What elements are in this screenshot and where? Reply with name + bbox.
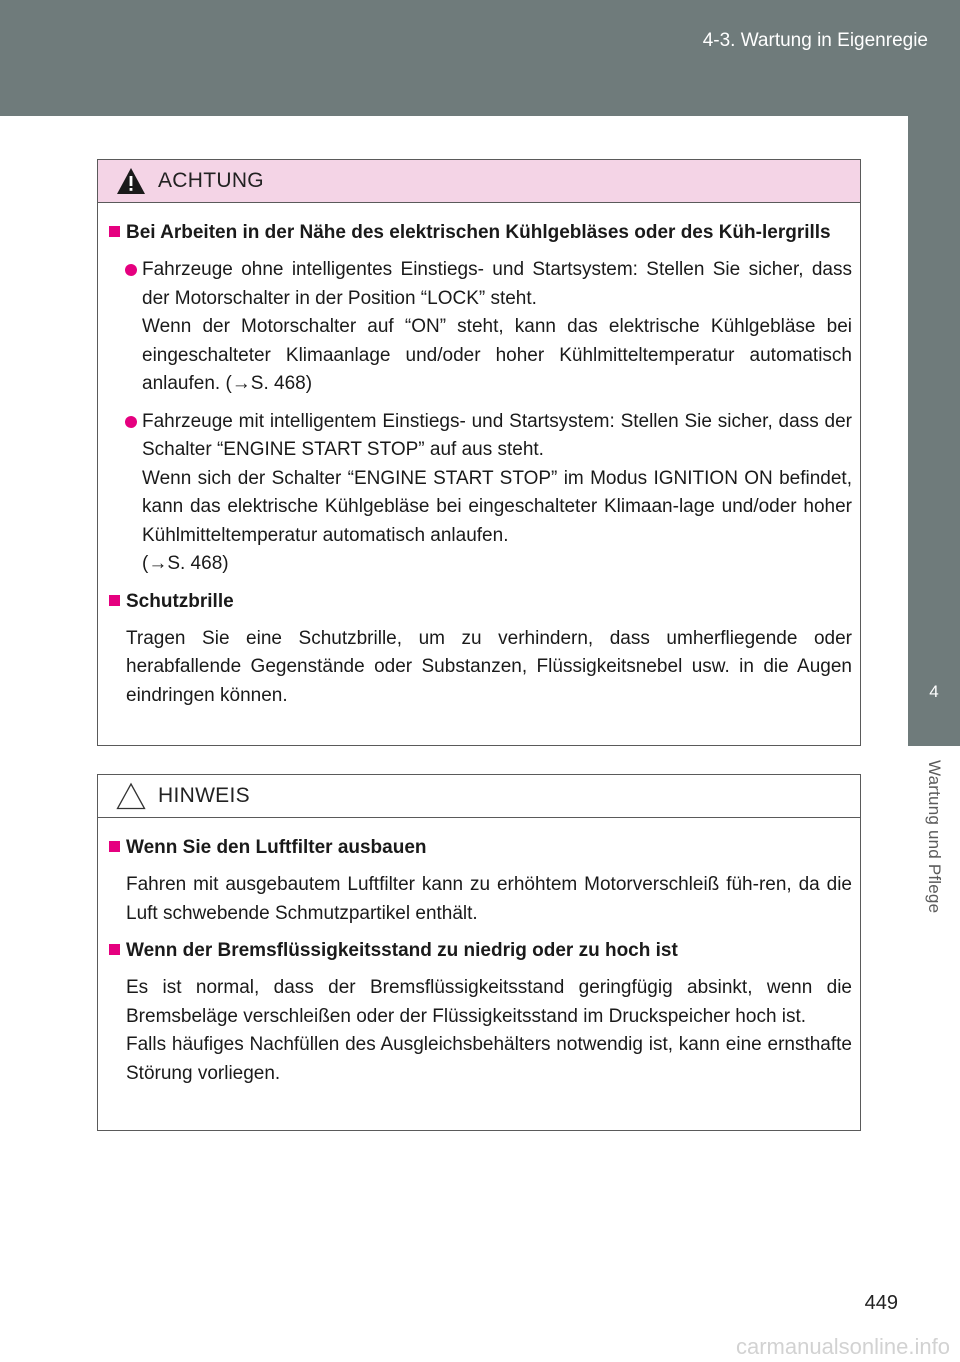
bullet-text: (→S. 468) xyxy=(142,553,229,574)
notice-triangle-icon xyxy=(116,782,146,810)
bullet-item xyxy=(108,408,852,579)
chapter-tab xyxy=(908,116,960,746)
bullet-item xyxy=(108,256,852,399)
notice-box xyxy=(97,774,861,1131)
notice-header xyxy=(98,775,860,818)
paragraph-text: Es ist normal, dass der Bremsflüssigkeitsstand geringfügig absinkt, wenn die Bremsbeläge verschleißen oder der Flüssigkeitsstand im Druckspeicher hoch ist. xyxy=(126,977,852,1027)
page-header xyxy=(0,0,960,116)
watermark: carmanualsonline.info xyxy=(735,1334,950,1359)
paragraph: Fahren mit ausgebautem Luftfilter kann zu erhöhtem Motorverschleiß füh-ren, da die Luft schwebende Schmutzpartikel enthält. xyxy=(126,874,852,924)
warning-title: ACHTUNG xyxy=(158,169,264,192)
warning-triangle-icon xyxy=(116,167,146,195)
section-heading: Wenn der Bremsflüssigkeitsstand zu niedrig oder zu hoch ist xyxy=(108,937,852,964)
paragraph-text: Falls häufiges Nachfüllen des Ausgleichsbehälters notwendig ist, kann eine ernsthafte Störung vorliegen. xyxy=(126,1034,852,1084)
chapter-title: Wartung und Pflege xyxy=(925,760,944,914)
paragraph: Tragen Sie eine Schutzbrille, um zu verhindern, dass umherfliegende oder herabfallende Gegenstände oder Substanzen, Flüssigkeitsnebel usw. in die Augen eindringen können. xyxy=(126,627,852,706)
warning-header xyxy=(98,160,860,203)
warning-body xyxy=(98,203,860,710)
bullet-text: Fahrzeuge mit intelligentem Einstiegs- und Startsystem: Stellen Sie sicher, dass der Schalter “ENGINE START STOP” auf aus steht. xyxy=(142,410,852,460)
warning-box xyxy=(97,159,861,746)
section-title: 4-3. Wartung in Eigenregie xyxy=(702,30,928,51)
chapter-number: 4 xyxy=(929,682,939,701)
page-number: 449 xyxy=(864,1292,898,1314)
section-heading: Wenn Sie den Luftfilter ausbauen xyxy=(108,834,852,861)
bullet-text: Fahrzeuge ohne intelligentes Einstiegs- und Startsystem: Stellen Sie sicher, dass der Motorschalter in der Position “LOCK” steht. xyxy=(142,259,852,309)
notice-title: HINWEIS xyxy=(158,784,250,807)
notice-body xyxy=(98,818,860,1088)
bullet-text: Wenn sich der Schalter “ENGINE START STOP” im Modus IGNITION ON befindet, kann das elektrische Kühlgebläse bei eingeschalteter Klimaan-lage und/oder hoher Kühlmitteltemperatur automatisch anlaufen. xyxy=(142,467,852,546)
section-heading: Bei Arbeiten in der Nähe des elektrischen Kühlgebläses oder des Küh-lergrills xyxy=(108,219,852,246)
paragraph xyxy=(108,974,852,1088)
bullet-text: Wenn der Motorschalter auf “ON” steht, kann das elektrische Kühlgebläse bei eingeschalteter Klimaanlage und/oder hoher Kühlmitteltemperatur automatisch anlaufen. (→S. 468) xyxy=(142,316,852,394)
section-heading: Schutzbrille xyxy=(108,588,852,615)
chapter-label xyxy=(908,746,960,986)
